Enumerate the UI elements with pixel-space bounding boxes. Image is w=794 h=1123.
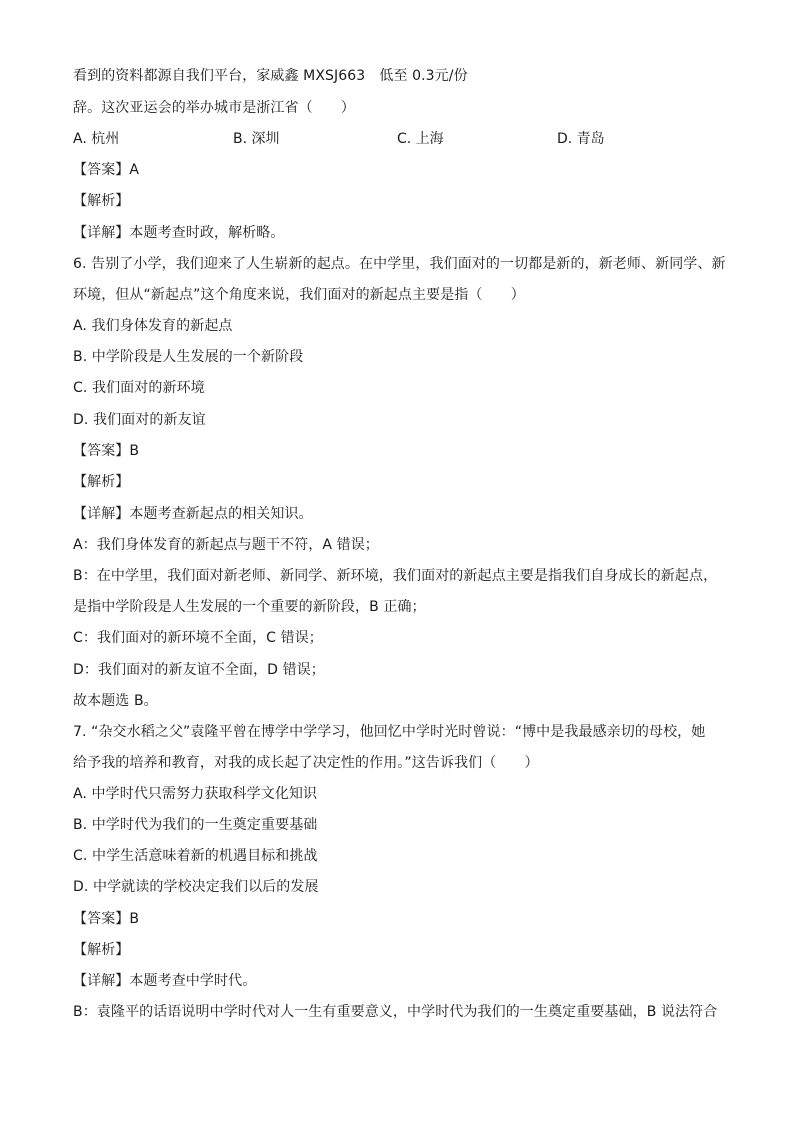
- q7-option-b: B. 中学时代为我们的一生奠定重要基础: [73, 817, 318, 833]
- q7-analysis-heading: 【解析】: [73, 942, 130, 958]
- q6-answer: 【答案】B: [73, 443, 140, 459]
- q5-detail: 【详解】本题考查时政，解析略。: [73, 225, 285, 241]
- q5-option-b: B. 深圳: [233, 131, 280, 147]
- q5-answer: 【答案】A: [73, 162, 140, 178]
- q5-option-d: D. 青岛: [557, 131, 605, 147]
- q7-option-c: C. 中学生活意味着新的机遇目标和挑战: [73, 848, 318, 864]
- q6-explain-d: D：我们面对的新友谊不全面，D 错误；: [73, 662, 325, 678]
- q5-option-a: A. 杭州: [73, 131, 120, 147]
- q5-analysis-heading: 【解析】: [73, 193, 130, 209]
- q6-explain-a: A：我们身体发育的新起点与题干不符，A 错误；: [73, 537, 379, 553]
- q7-option-d: D. 中学就读的学校决定我们以后的发展: [73, 879, 319, 895]
- watermark-line: 看到的资料都源自我们平台，家威鑫 MXSJ663 低至 0.3元/份: [73, 68, 468, 84]
- q6-option-d: D. 我们面对的新友谊: [73, 412, 206, 428]
- q6-explain-b: B：在中学里，我们面对新老师、新同学、新环境，我们面对的新起点主要是指我们自身成长的新起点，: [73, 568, 718, 584]
- q6-analysis-heading: 【解析】: [73, 474, 130, 490]
- q6-detail: 【详解】本题考查新起点的相关知识。: [73, 506, 313, 522]
- q7-stem-line1: 7. “杂交水稻之父”袁隆平曾在博学中学学习，他回忆中学时光时曾说：“博中是我最感亲切的母校，她: [73, 724, 706, 740]
- q6-conclusion: 故本题选 B。: [73, 693, 158, 709]
- q6-option-a: A. 我们身体发育的新起点: [73, 318, 233, 334]
- q7-stem-line2: 给予我的培养和教育，对我的成长起了决定性的作用。”这告诉我们（ ）: [73, 755, 539, 771]
- q6-stem-line1: 6. 告别了小学，我们迎来了人生崭新的起点。在中学里，我们面对的一切都是新的，新老师、新同学、新: [73, 256, 726, 272]
- q6-stem-line2: 环境，但从“新起点”这个角度来说，我们面对的新起点主要是指（ ）: [73, 287, 525, 303]
- q7-explain-b: B：袁隆平的话语说明中学时代对人一生有重要意义，中学时代为我们的一生奠定重要基础，B 说法符合: [73, 1004, 718, 1020]
- q5-options-row: [73, 130, 713, 148]
- q6-option-b: B. 中学阶段是人生发展的一个新阶段: [73, 349, 304, 365]
- q5-option-c: C. 上海: [397, 131, 444, 147]
- q7-detail: 【详解】本题考查中学时代。: [73, 973, 257, 989]
- q6-explain-b-cont: 是指中学阶段是人生发展的一个重要的新阶段，B 正确；: [73, 599, 426, 615]
- q7-option-a: A. 中学时代只需努力获取科学文化知识: [73, 786, 318, 802]
- q6-option-c: C. 我们面对的新环境: [73, 380, 205, 396]
- q5-stem-tail: 辞。这次亚运会的举办城市是浙江省（ ）: [73, 100, 355, 116]
- q6-explain-c: C：我们面对的新环境不全面，C 错误；: [73, 630, 323, 646]
- q7-answer: 【答案】B: [73, 911, 140, 927]
